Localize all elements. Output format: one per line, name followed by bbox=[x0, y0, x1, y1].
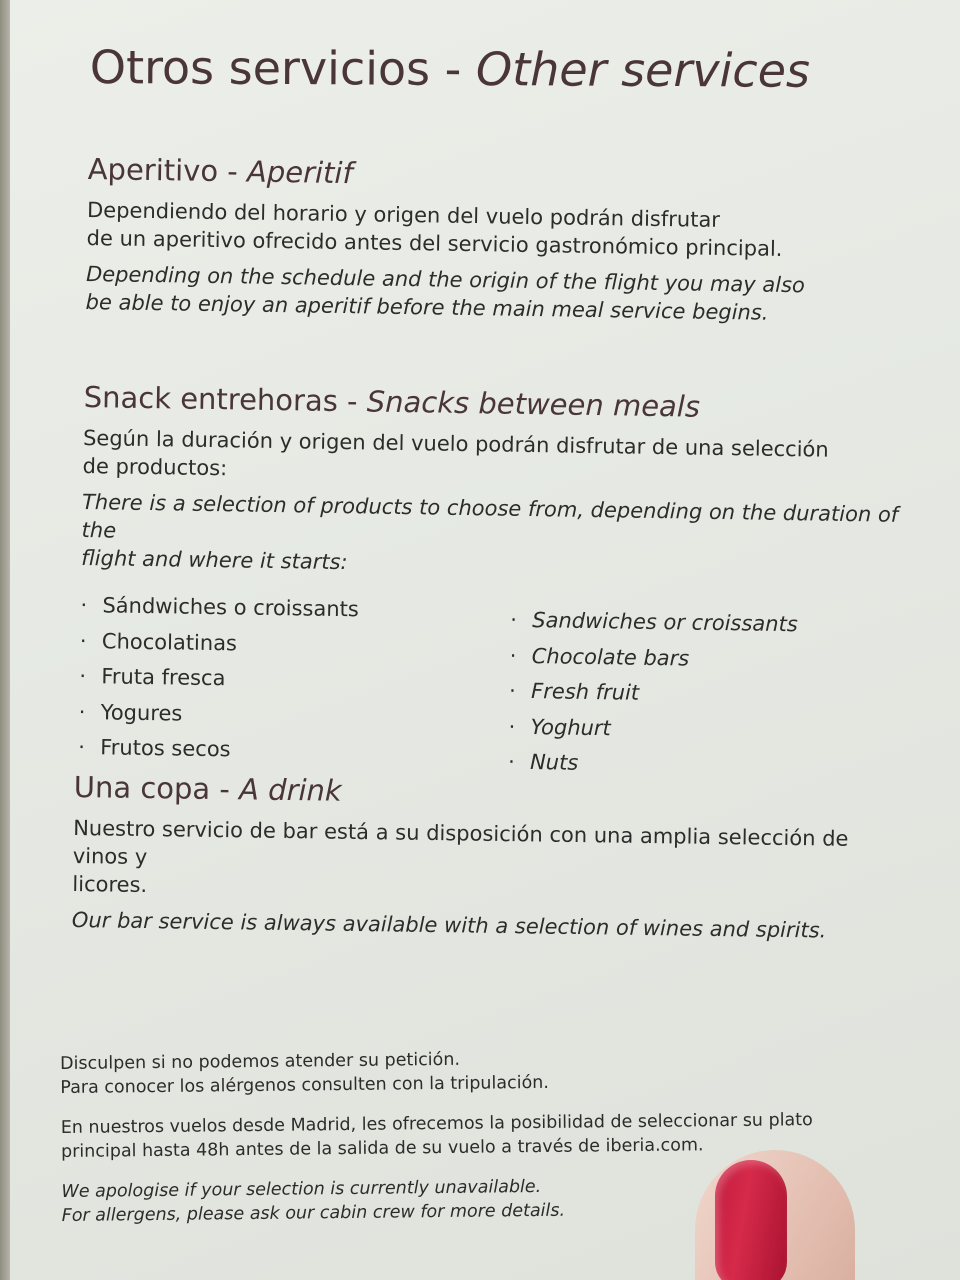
drink-text-es bbox=[72, 814, 903, 910]
section-snacks bbox=[78, 380, 914, 786]
text-line: principal hasta 48h antes de la salida de su vuelo a través de iberia.com. bbox=[60, 1135, 704, 1162]
section-drink bbox=[72, 770, 904, 954]
text-line: de productos: bbox=[82, 453, 228, 481]
bullet-icon: · bbox=[508, 678, 517, 703]
heading-es: Aperitivo - bbox=[87, 152, 248, 189]
section-heading-aperitif bbox=[87, 152, 907, 199]
item-label: Sandwiches or croissants bbox=[532, 608, 798, 637]
item-label: Fresh fruit bbox=[530, 679, 640, 705]
heading-en: Snacks between meals bbox=[366, 384, 701, 424]
text-line: We apologise if your selection is currently unavailable. bbox=[61, 1176, 542, 1202]
aperitif-text-es bbox=[86, 196, 907, 265]
text-line: de un aperitivo ofrecido antes del servicio gastronómico principal. bbox=[86, 225, 783, 261]
bullet-icon: · bbox=[78, 699, 86, 724]
item-label: Chocolatinas bbox=[101, 628, 238, 655]
heading-en: A drink bbox=[238, 772, 342, 808]
text-line: be able to enjoy an aperitif before the main meal service begins. bbox=[85, 289, 769, 325]
aperitif-text-en bbox=[85, 260, 906, 329]
heading-es: Snack entrehoras - bbox=[83, 380, 368, 419]
list-item bbox=[80, 588, 511, 630]
bullet-icon: · bbox=[78, 734, 86, 760]
list-item bbox=[509, 638, 797, 678]
page-title bbox=[90, 40, 810, 98]
list-item bbox=[510, 603, 798, 643]
list-item bbox=[508, 709, 796, 749]
section-aperitif bbox=[85, 152, 908, 337]
bullet-icon: · bbox=[80, 592, 88, 618]
snack-list-en bbox=[508, 603, 798, 785]
bullet-icon: · bbox=[507, 749, 515, 774]
item-label: Nuts bbox=[529, 750, 579, 775]
text-line: Disculpen si no podemos atender su petición. bbox=[60, 1049, 461, 1074]
text-line: En nuestros vuelos desde Madrid, les ofrecemos la posibilidad de seleccionar su plato bbox=[60, 1110, 813, 1138]
heading-en: Aperitif bbox=[246, 154, 353, 191]
heading-es: Una copa - bbox=[73, 770, 240, 807]
bullet-icon: · bbox=[510, 607, 518, 632]
text-line: Nuestro servicio de bar está a su disposición con una amplia selección de vinos y bbox=[72, 815, 849, 870]
snack-lists bbox=[78, 588, 911, 787]
snack-list-es bbox=[78, 588, 511, 780]
bullet-icon: · bbox=[79, 628, 87, 653]
text-line: licores. bbox=[72, 871, 148, 898]
item-label: Yogures bbox=[100, 699, 183, 726]
item-label: Frutos secos bbox=[100, 735, 231, 762]
text-line: Según la duración y origen del vuelo podrán disfrutar de una selección bbox=[82, 425, 829, 462]
title-es: Otros servicios - bbox=[89, 40, 477, 97]
apology-es bbox=[60, 1044, 820, 1100]
red-nail bbox=[715, 1160, 787, 1280]
item-label: Fruta fresca bbox=[101, 664, 226, 691]
title-en: Other services bbox=[475, 42, 811, 98]
snacks-text-es bbox=[82, 424, 913, 493]
text-line: Dependiendo del horario y origen del vuelo podrán disfrutar bbox=[86, 197, 721, 232]
menu-card bbox=[10, 0, 960, 1280]
item-label: Yoghurt bbox=[530, 714, 611, 740]
section-heading-snacks bbox=[83, 380, 913, 427]
text-line: Depending on the schedule and the origin of the flight you may also bbox=[85, 261, 806, 298]
list-item bbox=[79, 659, 510, 701]
item-label: Sándwiches o croissants bbox=[102, 593, 360, 622]
text-line: There is a selection of products to choose from, depending on the duration of the bbox=[81, 489, 899, 543]
snacks-text-en bbox=[81, 488, 912, 585]
item-label: Chocolate bars bbox=[531, 643, 690, 671]
drink-text-en: Our bar service is always available with a selection of wines and spirits. bbox=[71, 907, 827, 943]
text-line: flight and where it starts: bbox=[81, 545, 348, 575]
bullet-icon: · bbox=[509, 643, 517, 668]
text-line: Para conocer los alérgenos consulten con la tripulación. bbox=[60, 1072, 550, 1098]
bullet-icon: · bbox=[508, 714, 516, 739]
text-line: For allergens, please ask our cabin crew for more details. bbox=[61, 1200, 566, 1226]
list-item bbox=[509, 674, 797, 714]
list-item bbox=[78, 730, 509, 772]
madrid-preselect-note bbox=[61, 1108, 821, 1164]
bullet-icon: · bbox=[79, 663, 87, 689]
